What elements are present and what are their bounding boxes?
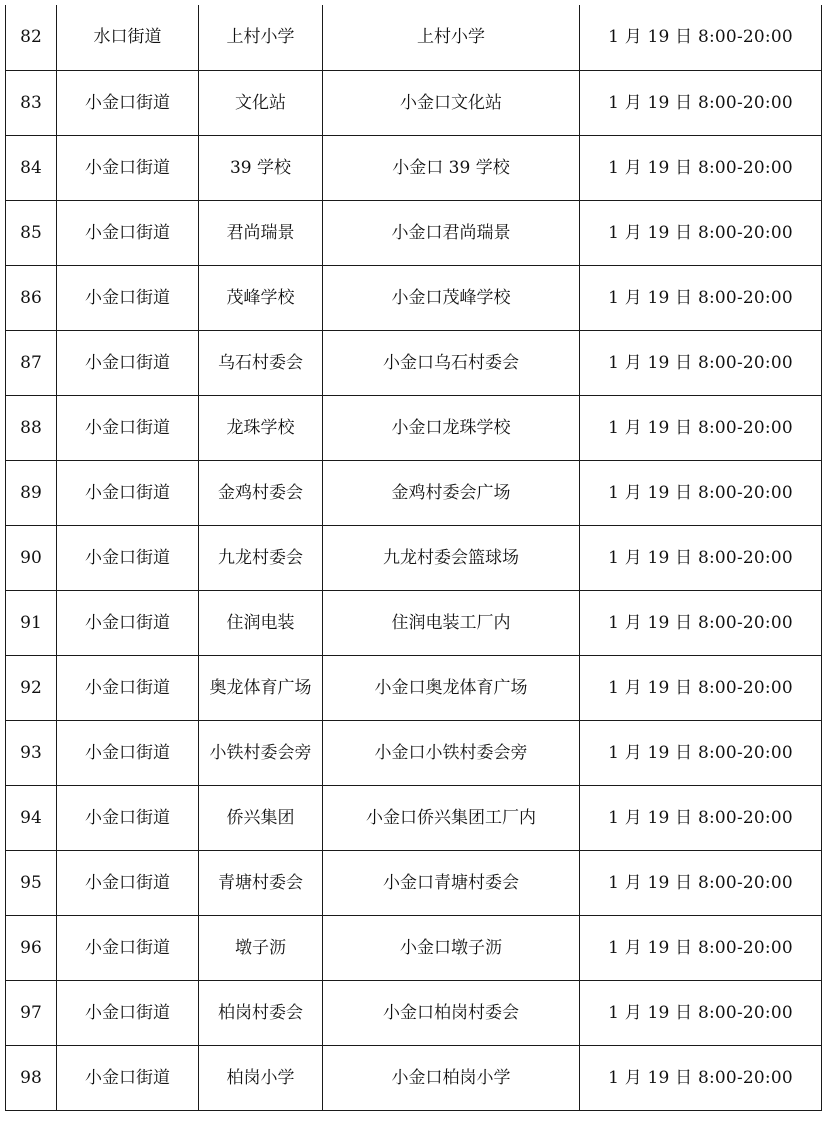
table-row <box>6 200 822 265</box>
table-row <box>6 720 822 785</box>
site-location: 小金口茂峰学校 <box>323 265 580 330</box>
street-name: 小金口街道 <box>57 135 199 200</box>
street-name: 水口街道 <box>57 5 199 70</box>
service-time: 1 月 19 日 8:00-20:00 <box>580 330 822 395</box>
street-name: 小金口街道 <box>57 1045 199 1110</box>
site-name: 39 学校 <box>199 135 323 200</box>
row-number: 88 <box>6 395 57 460</box>
site-name: 墩子沥 <box>199 915 323 980</box>
table-row <box>6 850 822 915</box>
service-time: 1 月 19 日 8:00-20:00 <box>580 70 822 135</box>
street-name: 小金口街道 <box>57 460 199 525</box>
site-location: 上村小学 <box>323 5 580 70</box>
service-time: 1 月 19 日 8:00-20:00 <box>580 590 822 655</box>
row-number: 91 <box>6 590 57 655</box>
row-number: 83 <box>6 70 57 135</box>
street-name: 小金口街道 <box>57 590 199 655</box>
street-name: 小金口街道 <box>57 720 199 785</box>
site-name: 龙珠学校 <box>199 395 323 460</box>
site-name: 侨兴集团 <box>199 785 323 850</box>
site-name: 君尚瑞景 <box>199 200 323 265</box>
row-number: 98 <box>6 1045 57 1110</box>
table-row <box>6 785 822 850</box>
site-name: 青塘村委会 <box>199 850 323 915</box>
site-name: 柏岗小学 <box>199 1045 323 1110</box>
site-location: 小金口墩子沥 <box>323 915 580 980</box>
row-number: 92 <box>6 655 57 720</box>
service-time: 1 月 19 日 8:00-20:00 <box>580 850 822 915</box>
site-location: 小金口小铁村委会旁 <box>323 720 580 785</box>
row-number: 94 <box>6 785 57 850</box>
table-row <box>6 135 822 200</box>
street-name: 小金口街道 <box>57 70 199 135</box>
row-number: 97 <box>6 980 57 1045</box>
site-location: 小金口乌石村委会 <box>323 330 580 395</box>
service-time: 1 月 19 日 8:00-20:00 <box>580 1045 822 1110</box>
table-row <box>6 590 822 655</box>
table-row <box>6 1045 822 1110</box>
street-name: 小金口街道 <box>57 330 199 395</box>
row-number: 86 <box>6 265 57 330</box>
service-time: 1 月 19 日 8:00-20:00 <box>580 655 822 720</box>
row-number: 89 <box>6 460 57 525</box>
site-name: 金鸡村委会 <box>199 460 323 525</box>
service-time: 1 月 19 日 8:00-20:00 <box>580 720 822 785</box>
street-name: 小金口街道 <box>57 265 199 330</box>
table-row <box>6 460 822 525</box>
site-location: 小金口 39 学校 <box>323 135 580 200</box>
table-body <box>6 5 822 1110</box>
row-number: 96 <box>6 915 57 980</box>
row-number: 90 <box>6 525 57 590</box>
table-row <box>6 655 822 720</box>
service-time: 1 月 19 日 8:00-20:00 <box>580 785 822 850</box>
document-page <box>5 5 822 1111</box>
site-name: 小铁村委会旁 <box>199 720 323 785</box>
site-location: 小金口奥龙体育广场 <box>323 655 580 720</box>
table-row <box>6 265 822 330</box>
site-location: 小金口柏岗村委会 <box>323 980 580 1045</box>
site-name: 茂峰学校 <box>199 265 323 330</box>
table-row <box>6 980 822 1045</box>
row-number: 93 <box>6 720 57 785</box>
site-location: 小金口柏岗小学 <box>323 1045 580 1110</box>
street-name: 小金口街道 <box>57 785 199 850</box>
table-row <box>6 915 822 980</box>
table-row <box>6 525 822 590</box>
service-time: 1 月 19 日 8:00-20:00 <box>580 200 822 265</box>
service-time: 1 月 19 日 8:00-20:00 <box>580 395 822 460</box>
site-location: 住润电装工厂内 <box>323 590 580 655</box>
street-name: 小金口街道 <box>57 200 199 265</box>
service-time: 1 月 19 日 8:00-20:00 <box>580 5 822 70</box>
site-name: 乌石村委会 <box>199 330 323 395</box>
site-name: 九龙村委会 <box>199 525 323 590</box>
table-row <box>6 5 822 70</box>
site-name: 奥龙体育广场 <box>199 655 323 720</box>
row-number: 85 <box>6 200 57 265</box>
site-location: 小金口文化站 <box>323 70 580 135</box>
street-name: 小金口街道 <box>57 655 199 720</box>
site-location: 小金口君尚瑞景 <box>323 200 580 265</box>
site-name: 柏岗村委会 <box>199 980 323 1045</box>
row-number: 95 <box>6 850 57 915</box>
service-time: 1 月 19 日 8:00-20:00 <box>580 135 822 200</box>
site-location: 小金口龙珠学校 <box>323 395 580 460</box>
row-number: 82 <box>6 5 57 70</box>
service-time: 1 月 19 日 8:00-20:00 <box>580 525 822 590</box>
testing-sites-table <box>5 5 822 1111</box>
street-name: 小金口街道 <box>57 395 199 460</box>
service-time: 1 月 19 日 8:00-20:00 <box>580 460 822 525</box>
table-row <box>6 395 822 460</box>
site-name: 上村小学 <box>199 5 323 70</box>
street-name: 小金口街道 <box>57 915 199 980</box>
service-time: 1 月 19 日 8:00-20:00 <box>580 980 822 1045</box>
table-row <box>6 330 822 395</box>
site-location: 小金口侨兴集团工厂内 <box>323 785 580 850</box>
street-name: 小金口街道 <box>57 525 199 590</box>
service-time: 1 月 19 日 8:00-20:00 <box>580 915 822 980</box>
site-name: 住润电装 <box>199 590 323 655</box>
site-location: 小金口青塘村委会 <box>323 850 580 915</box>
site-location: 金鸡村委会广场 <box>323 460 580 525</box>
site-location: 九龙村委会篮球场 <box>323 525 580 590</box>
row-number: 87 <box>6 330 57 395</box>
street-name: 小金口街道 <box>57 850 199 915</box>
site-name: 文化站 <box>199 70 323 135</box>
service-time: 1 月 19 日 8:00-20:00 <box>580 265 822 330</box>
row-number: 84 <box>6 135 57 200</box>
street-name: 小金口街道 <box>57 980 199 1045</box>
table-row <box>6 70 822 135</box>
